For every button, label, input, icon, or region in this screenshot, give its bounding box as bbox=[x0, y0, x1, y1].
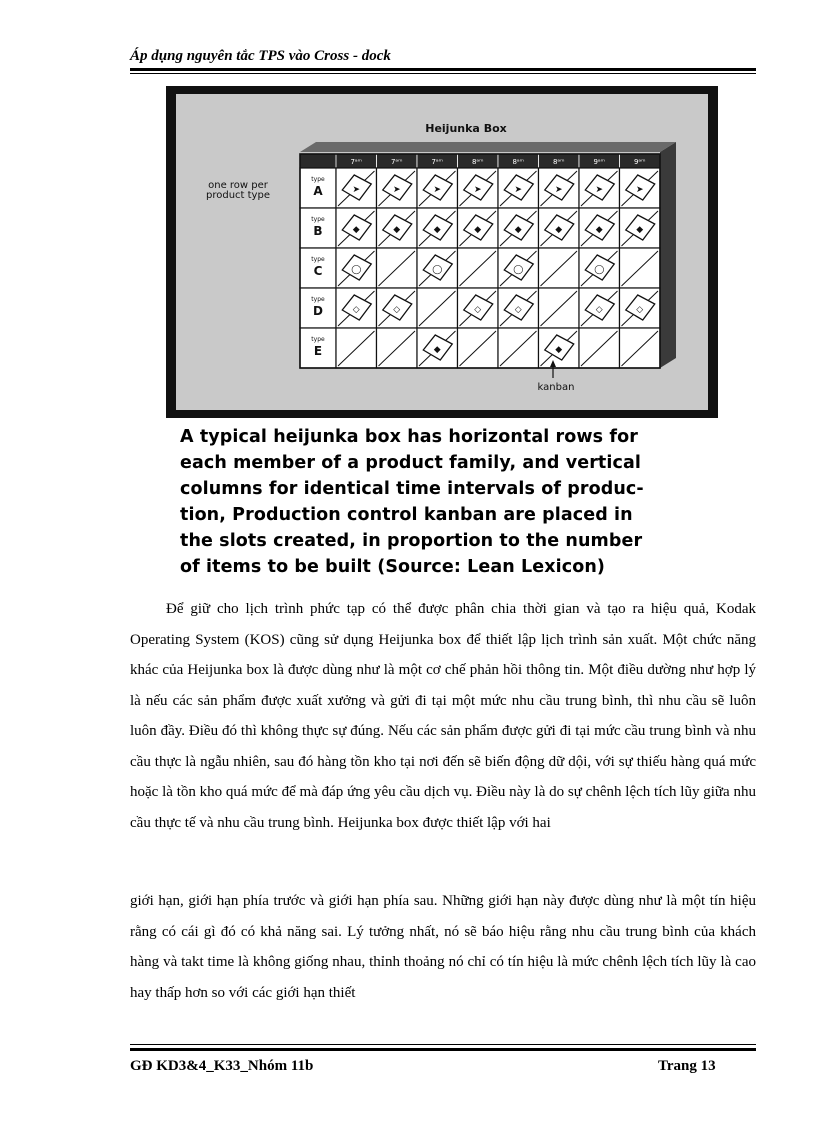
kanban-card-symbol: ➤ bbox=[514, 185, 523, 195]
header-rule-thick bbox=[130, 68, 756, 71]
row-type-word: type bbox=[311, 216, 325, 223]
column-header-label: 7ᵃᵐ bbox=[350, 158, 363, 166]
kanban-card-symbol: ◆ bbox=[352, 225, 360, 235]
caption-line: tion, Production control kanban are placed in bbox=[180, 505, 633, 525]
kanban-card-symbol: ◆ bbox=[393, 225, 401, 235]
heijunka-grid bbox=[300, 154, 660, 368]
page-number: Trang 13 bbox=[658, 1058, 716, 1074]
kanban-card-symbol: ◯ bbox=[351, 265, 362, 275]
body-paragraph-1: Để giữ cho lịch trình phức tạp có thể được phân chia thời gian và tạo ra hiệu quả, Kodak Operating System (KOS) cũng sử dụng Heijunka box để thiết lập lịch trình sản xuất. Một chức năng khác của Heijunka box là được dùng như là một cơ chế phản hồi thông tin. Một điều dường như hợp lý là nếu các sản phẩm được xuất xưởng và gửi đi tại một mức nhu cầu trung bình, thì nhu cầu sẽ luôn luôn đầy. Điều đó thì không thực sự đúng. Nếu các sản phẩm được gửi đi tại mức cầu trung bình và nhu cầu thực là ngẫu nhiên, sau đó hàng tồn kho tại nơi đến sẽ biến động dữ dội, với sự thiếu hàng quá mức hoặc là tồn kho quá mức để mà đáp ứng yêu cầu dịch vụ. Điều này là do sự chênh lệch tích lũy giữa nhu cầu thực tế và nhu cầu trung bình. Heijunka box được thiết lập với hai bbox=[130, 601, 756, 831]
figure-caption bbox=[180, 424, 740, 580]
kanban-card-symbol: ◆ bbox=[636, 225, 644, 235]
kanban-label: kanban bbox=[537, 382, 575, 393]
row-type-word: type bbox=[311, 176, 325, 183]
column-header-label: 8ᵃᵐ bbox=[512, 158, 525, 166]
caption-line: A typical heijunka box has horizontal rows for bbox=[180, 427, 638, 447]
kanban-card-symbol: ➤ bbox=[433, 185, 442, 195]
header-corner bbox=[300, 154, 336, 168]
footer-rule-thick bbox=[130, 1048, 756, 1051]
kanban-card-symbol: ➤ bbox=[352, 185, 361, 195]
kanban-card-symbol: ➤ bbox=[392, 185, 401, 195]
row-type-letter: C bbox=[313, 264, 323, 278]
kanban-card-symbol: ◇ bbox=[514, 305, 522, 315]
kanban-card-symbol: ◆ bbox=[555, 225, 563, 235]
column-header-label: 9ᵃᵐ bbox=[633, 158, 646, 166]
row-type-letter: E bbox=[313, 344, 323, 358]
kanban-card-symbol: ◆ bbox=[433, 225, 441, 235]
row-type-letter: A bbox=[313, 184, 323, 198]
row-type-word: type bbox=[311, 296, 325, 303]
kanban-card-symbol: ◆ bbox=[433, 345, 441, 355]
kanban-card-symbol: ◆ bbox=[474, 225, 482, 235]
kanban-card-symbol: ➤ bbox=[595, 185, 604, 195]
header-rule-thin bbox=[130, 73, 756, 74]
kanban-card-symbol: ◇ bbox=[636, 305, 644, 315]
footer-rule-thin bbox=[130, 1044, 756, 1045]
column-header-label: 7ᵃᵐ bbox=[390, 158, 403, 166]
row-note-line1: one row per bbox=[208, 180, 268, 191]
kanban-card-symbol: ◇ bbox=[393, 305, 401, 315]
kanban-card-symbol: ◇ bbox=[595, 305, 603, 315]
row-note-line2: product type bbox=[206, 190, 270, 201]
column-header-label: 8ᵃᵐ bbox=[471, 158, 484, 166]
figure-title: Heijunka Box bbox=[425, 122, 507, 135]
kanban-card-symbol: ◇ bbox=[474, 305, 482, 315]
kanban-card-symbol: ➤ bbox=[473, 185, 482, 195]
caption-line: of items to be built (Source: Lean Lexicon) bbox=[180, 557, 606, 577]
box-top-face bbox=[300, 142, 676, 152]
row-type-letter: D bbox=[313, 304, 323, 318]
kanban-card-symbol: ◇ bbox=[352, 305, 360, 315]
caption-line: each member of a product family, and vertical bbox=[180, 453, 641, 473]
row-type-word: type bbox=[311, 336, 325, 343]
column-header-label: 9ᵃᵐ bbox=[593, 158, 606, 166]
row-type-letter: B bbox=[313, 224, 323, 238]
body-paragraph-2: giới hạn, giới hạn phía trước và giới hạn phía sau. Những giới hạn này được dùng như là một tín hiệu rằng có cái gì đó có khả năng sai. Lý tưởng nhất, nó sẽ báo hiệu rằng nhu cầu trung bình của khách hàng và takt time là không giống nhau, thỉnh thoảng nó chỉ có tín hiệu là mức chênh lệch tích lũy là cao hay thấp hơn so với các giới hạn thiết bbox=[130, 893, 756, 1001]
kanban-card-symbol: ◆ bbox=[595, 225, 603, 235]
kanban-card-symbol: ◆ bbox=[514, 225, 522, 235]
box-side-face bbox=[660, 142, 676, 368]
kanban-card-symbol: ◯ bbox=[513, 265, 524, 275]
header-title: Áp dụng nguyên tắc TPS vào Cross - dock bbox=[130, 48, 391, 64]
footer-left-text: GĐ KD3&4_K33_Nhóm 11b bbox=[130, 1058, 314, 1074]
column-header-label: 8ᵃᵐ bbox=[552, 158, 565, 166]
row-type-word: type bbox=[311, 256, 325, 263]
caption-line: the slots created, in proportion to the number bbox=[180, 531, 643, 551]
kanban-card-symbol: ◆ bbox=[555, 345, 563, 355]
column-header-label: 7ᵃᵐ bbox=[431, 158, 444, 166]
kanban-card-symbol: ◯ bbox=[432, 265, 443, 275]
kanban-card-symbol: ➤ bbox=[635, 185, 644, 195]
caption-line: columns for identical time intervals of produc- bbox=[180, 479, 644, 499]
kanban-card-symbol: ◯ bbox=[594, 265, 605, 275]
kanban-card-symbol: ➤ bbox=[554, 185, 563, 195]
heijunka-box-figure bbox=[166, 86, 718, 418]
